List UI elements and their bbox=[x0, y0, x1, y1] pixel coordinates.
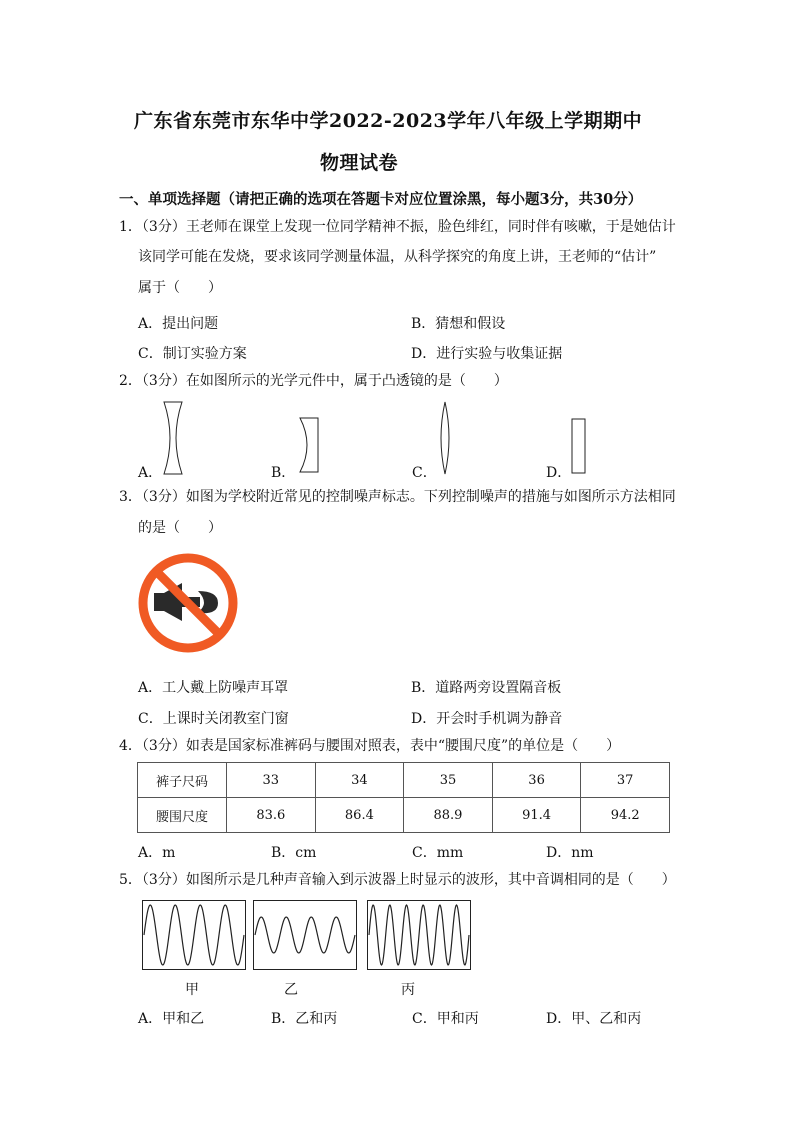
wave-label-yi: 乙 bbox=[284, 982, 298, 998]
table-row bbox=[138, 798, 670, 833]
q3-option-a[interactable]: A．工人戴上防噪声耳罩 bbox=[138, 680, 289, 696]
table-row bbox=[138, 763, 670, 798]
q1-option-b[interactable]: B．猜想和假设 bbox=[411, 316, 506, 332]
q2-option-a[interactable]: A． bbox=[138, 465, 163, 481]
no-honking-sign-icon bbox=[138, 553, 238, 653]
question-3-line1: 3．（3分）如图为学校附近常见的控制噪声标志。下列控制噪声的措施与如图所示方法相同 bbox=[119, 489, 676, 505]
question-1-line1: 1．（3分）王老师在课堂上发现一位同学精神不振，脸色绯红，同时伴有咳嗽，于是她估计 bbox=[119, 219, 676, 235]
convex-lens-icon bbox=[436, 400, 454, 476]
question-2: 2．（3分）在如图所示的光学元件中，属于凸透镜的是（ ） bbox=[119, 373, 508, 389]
question-3-line2: 的是（ ） bbox=[138, 520, 222, 536]
q2-option-c[interactable]: C． bbox=[412, 465, 437, 481]
q3-option-c[interactable]: C．上课时关闭教室门窗 bbox=[138, 711, 289, 727]
question-5: 5．（3分）如图所示是几种声音输入到示波器上时显示的波形，其中音调相同的是（ ） bbox=[119, 872, 676, 888]
table-cell: 33 bbox=[227, 763, 316, 798]
table-cell: 37 bbox=[581, 763, 670, 798]
q1-option-a[interactable]: A．提出问题 bbox=[138, 316, 219, 332]
q2-option-b[interactable]: B． bbox=[271, 465, 296, 481]
question-1-line2: 该同学可能在发烧，要求该同学测量体温，从科学探究的角度上讲，王老师的“估计” bbox=[138, 249, 657, 265]
q5-option-d[interactable]: D．甲、乙和丙 bbox=[546, 1011, 642, 1027]
q5-option-a[interactable]: A．甲和乙 bbox=[138, 1011, 205, 1027]
question-4: 4．（3分）如表是国家标准裤码与腰围对照表，表中“腰围尺度”的单位是（ ） bbox=[119, 738, 621, 754]
table-cell: 94.2 bbox=[581, 798, 670, 833]
q4-option-b[interactable]: B．cm bbox=[271, 845, 317, 861]
q4-option-c[interactable]: C．mm bbox=[412, 845, 464, 861]
size-waist-table bbox=[137, 762, 670, 833]
section-heading: 一、单项选择题（请把正确的选项在答题卡对应位置涂黑，每小题3分，共30分） bbox=[119, 191, 643, 208]
table-cell: 裤子尺码 bbox=[138, 763, 227, 798]
waveform-bing bbox=[367, 900, 471, 970]
wave-label-bing: 丙 bbox=[401, 982, 415, 998]
plano-concave-lens-icon bbox=[298, 416, 322, 474]
q5-option-b[interactable]: B．乙和丙 bbox=[271, 1011, 338, 1027]
q4-option-d[interactable]: D．nm bbox=[546, 845, 594, 861]
waveform-jia bbox=[142, 900, 246, 970]
page-subtitle: 物理试卷 bbox=[320, 152, 399, 174]
q3-option-d[interactable]: D．开会时手机调为静音 bbox=[411, 711, 563, 727]
page-title: 广东省东莞市东华中学2022-2023学年八年级上学期期中 bbox=[134, 110, 643, 132]
table-cell: 35 bbox=[404, 763, 493, 798]
table-cell: 86.4 bbox=[315, 798, 404, 833]
q3-option-b[interactable]: B．道路两旁设置隔音板 bbox=[411, 680, 562, 696]
table-cell: 腰围尺度 bbox=[138, 798, 227, 833]
table-cell: 83.6 bbox=[227, 798, 316, 833]
q1-option-c[interactable]: C．制订实验方案 bbox=[138, 346, 247, 362]
concave-lens-icon bbox=[160, 400, 186, 476]
q5-option-c[interactable]: C．甲和丙 bbox=[412, 1011, 479, 1027]
wave-label-jia: 甲 bbox=[185, 982, 199, 998]
q1-option-d[interactable]: D．进行实验与收集证据 bbox=[411, 346, 563, 362]
q2-option-d[interactable]: D． bbox=[546, 465, 572, 481]
table-cell: 88.9 bbox=[404, 798, 493, 833]
table-cell: 36 bbox=[492, 763, 581, 798]
table-cell: 34 bbox=[315, 763, 404, 798]
q4-option-a[interactable]: A．m bbox=[138, 845, 176, 861]
table-cell: 91.4 bbox=[492, 798, 581, 833]
question-1-line3: 属于（ ） bbox=[138, 280, 222, 296]
waveform-yi bbox=[253, 900, 357, 970]
glass-slab-icon bbox=[570, 418, 588, 474]
